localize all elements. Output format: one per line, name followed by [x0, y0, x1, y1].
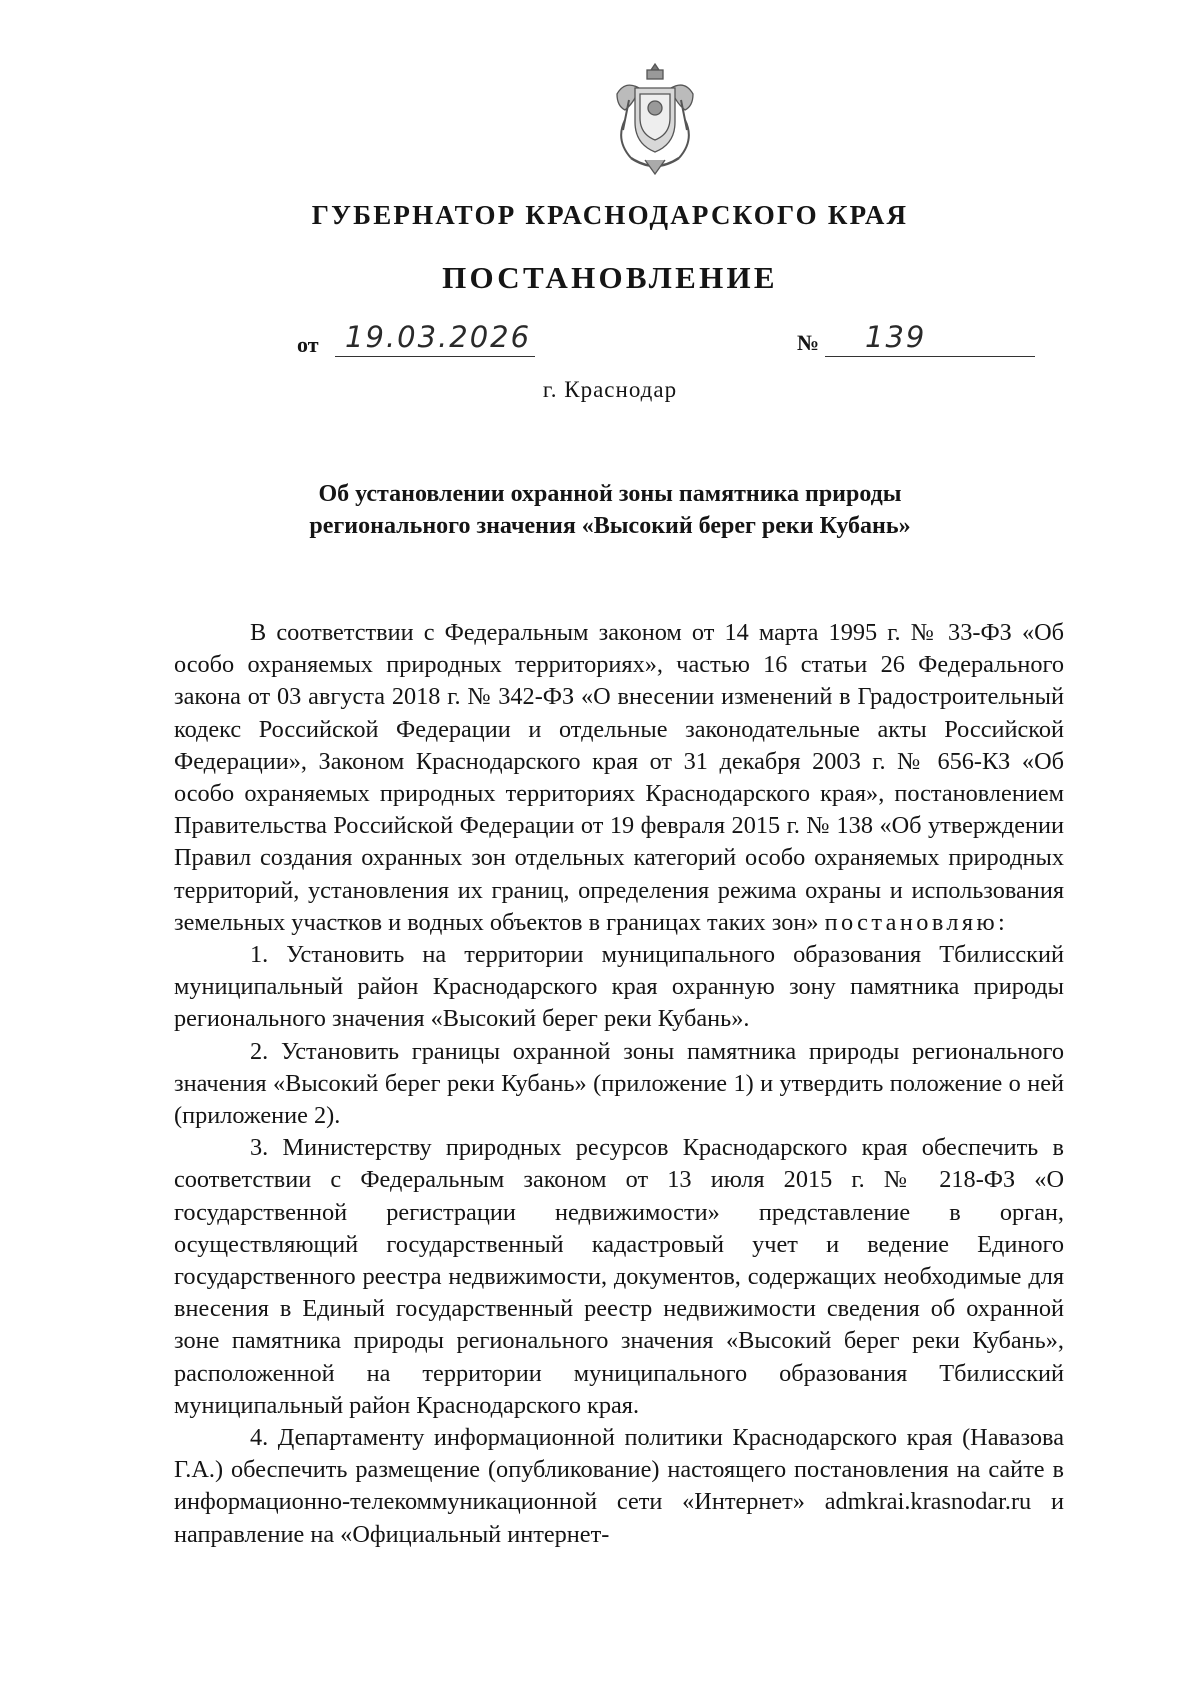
number-prefix: №	[797, 330, 820, 355]
date-value: 19.03.2026	[345, 320, 532, 354]
item-1: 1. Установить на территории муниципального образования Тбилисский муниципальный район Краснодарского края охранную зону памятника природы регионального значения «Высокий берег реки Кубань».	[174, 941, 1064, 1033]
date-prefix: от	[297, 332, 319, 357]
preamble-text: В соответствии с Федеральным законом от 14 марта 1995 г. № 33-ФЗ «Об особо охраняемых природных территориях», частью 16 статьи 26 Федерального закона от 03 августа 2018 г. № 342-ФЗ «О внесении изменений в Градостроительный кодекс Российской Федерации и отдельные законодательные акты Российской Федерации», Законом Краснодарского края от 31 декабря 2003 г. № 656-КЗ «Об особо охраняемых природных территориях Краснодарского края», постановлением Правительства Российской Федерации от 19 февраля 2015 г. № 138 «Об утверждении Правил создания охранных зон отдельных категорий особо охраняемых природных территорий, установления их границ, определения режима охраны и использования земельных участков и водных объектов в границах таких зон»	[174, 619, 1064, 936]
number-value: 139	[865, 320, 927, 354]
date-field	[335, 322, 535, 357]
title-line-1: Об установлении охранной зоны памятника природы	[318, 481, 902, 507]
item-4: 4. Департаменту информационной политики Краснодарского края (Навазова Г.А.) обеспечить размещение (опубликование) настоящего постановления на сайте в информационно-телекоммуникационной сети «Интернет» admkrai.krasnodar.ru и направление на «Официальный интернет-	[174, 1424, 1064, 1548]
issuing-authority: ГУБЕРНАТОР КРАСНОДАРСКОГО КРАЯ	[311, 200, 909, 230]
document-type: ПОСТАНОВЛЕНИЕ	[442, 260, 778, 295]
document-body	[174, 617, 1064, 1551]
date-number-line	[297, 322, 1037, 362]
item-3: 3. Министерству природных ресурсов Краснодарского края обеспечить в соответствии с Федеральным законом от 13 июля 2015 г. № 218-ФЗ «О государственной регистрации недвижимости» представление в орган, осуществляющий государственный кадастровый учет и ведение Единого государственного реестра недвижимости, документов, содержащих необходимые для внесения в Единый государственный реестр недвижимости сведения об охранной зоне памятника природы регионального значения «Высокий берег реки Кубань», расположенной на территории муниципального образования Тбилисский муниципальный район Краснодарского края.	[174, 1134, 1064, 1419]
preamble-paragraph	[174, 617, 1064, 939]
document-title	[0, 478, 1200, 542]
decree-word: постановляю:	[824, 908, 1009, 936]
coat-of-arms-icon	[605, 60, 705, 180]
item-2: 2. Установить границы охранной зоны памятника природы регионального значения «Высокий берег реки Кубань» (приложение 1) и утвердить положение о ней (приложение 2).	[174, 1037, 1064, 1130]
number-field	[825, 322, 1035, 357]
city: г. Краснодар	[542, 377, 678, 402]
title-line-2: регионального значения «Высокий берег реки Кубань»	[309, 513, 911, 539]
